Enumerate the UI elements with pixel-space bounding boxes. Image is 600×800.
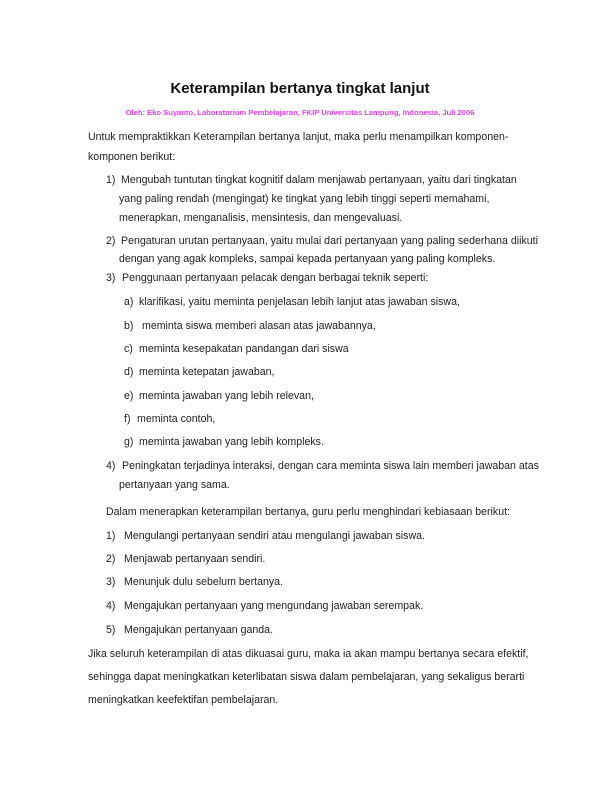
component-line: Pengaturan urutan pertanyaan, yaitu mulai dari pertanyaan yang paling sederhana diikuti (121, 235, 538, 247)
sublist-marker: c) (124, 343, 133, 355)
sublist-marker: d) (124, 366, 134, 378)
avoid-marker: 1) (106, 530, 116, 542)
avoid-marker: 5) (106, 624, 116, 636)
technique-item: meminta siswa memberi alasan atas jawabannya, (142, 320, 376, 332)
technique-item: meminta jawaban yang lebih kompleks. (139, 436, 324, 448)
technique-item: klarifikasi, yaitu meminta penjelasan lebih lanjut atas jawaban siswa, (139, 296, 460, 308)
component-line: yang paling rendah (mengingat) ke tingkat yang lebih tinggi seperti memahami, (119, 193, 490, 205)
component-line: Penggunaan pertanyaan pelacak dengan berbagai teknik seperti: (122, 272, 429, 284)
conclusion-line: Jika seluruh keterampilan di atas dikuasai guru, maka ia akan mampu bertanya secara efektif, (88, 648, 529, 660)
component-line: dengan yang agak kompleks, sampai kepada pertanyaan yang paling kompleks. (119, 253, 496, 265)
conclusion-line: sehingga dapat meningkatkan keterlibatan siswa dalam pembelajaran, yang sekaligus berarti (88, 671, 525, 683)
component-line: menerapkan, menganalisis, mensintesis, dan mengevaluasi. (119, 212, 403, 224)
list-marker: 3) (106, 272, 116, 284)
avoid-item: Mengulangi pertanyaan sendiri atau mengulangi jawaban siswa. (124, 530, 425, 542)
technique-item: meminta contoh, (137, 413, 216, 425)
list-marker: 1) (106, 174, 116, 186)
avoid-item: Menunjuk dulu sebelum bertanya. (124, 576, 284, 588)
avoid-item: Menjawab pertanyaan sendiri. (124, 553, 266, 565)
intro-line: komponen berikut: (88, 151, 176, 163)
technique-item: meminta ketepatan jawaban, (139, 366, 275, 378)
author-line: Oleh: Eko Suyanto, Laboratorium Pembelajaran, FKIP Universitas Lampung, Indonesia, Juli 2006 (125, 108, 475, 117)
component-line: Peningkatan terjadinya interaksi, dengan cara meminta siswa lain memberi jawaban atas (122, 460, 539, 472)
list-marker: 4) (106, 460, 116, 472)
sublist-marker: g) (124, 436, 134, 448)
sublist-marker: b) (124, 320, 134, 332)
avoid-marker: 3) (106, 576, 116, 588)
component-line: Mengubah tuntutan tingkat kognitif dalam menjawab pertanyaan, yaitu dari tingkatan (121, 174, 517, 186)
avoid-marker: 2) (106, 553, 116, 565)
document-title: Keterampilan bertanya tingkat lanjut (170, 80, 430, 97)
technique-item: meminta kesepakatan pandangan dari siswa (139, 343, 349, 355)
avoid-intro: Dalam menerapkan keterampilan bertanya, guru perlu menghindari kebiasaan berikut: (106, 506, 510, 518)
sublist-marker: f) (124, 413, 131, 425)
list-marker: 2) (106, 235, 116, 247)
technique-item: meminta jawaban yang lebih relevan, (139, 390, 314, 402)
sublist-marker: a) (124, 296, 134, 308)
intro-line: Untuk mempraktikkan Keterampilan bertanya lanjut, maka perlu menampilkan komponen- (88, 131, 509, 143)
avoid-item: Mengajukan pertanyaan ganda. (124, 624, 274, 636)
avoid-item: Mengajukan pertanyaan yang mengundang jawaban serempak. (124, 600, 424, 612)
avoid-marker: 4) (106, 600, 116, 612)
conclusion-line: meningkatkan keefektifan pembelajaran. (88, 694, 279, 706)
component-line: pertanyaan yang sama. (119, 479, 230, 491)
sublist-marker: e) (124, 390, 134, 402)
